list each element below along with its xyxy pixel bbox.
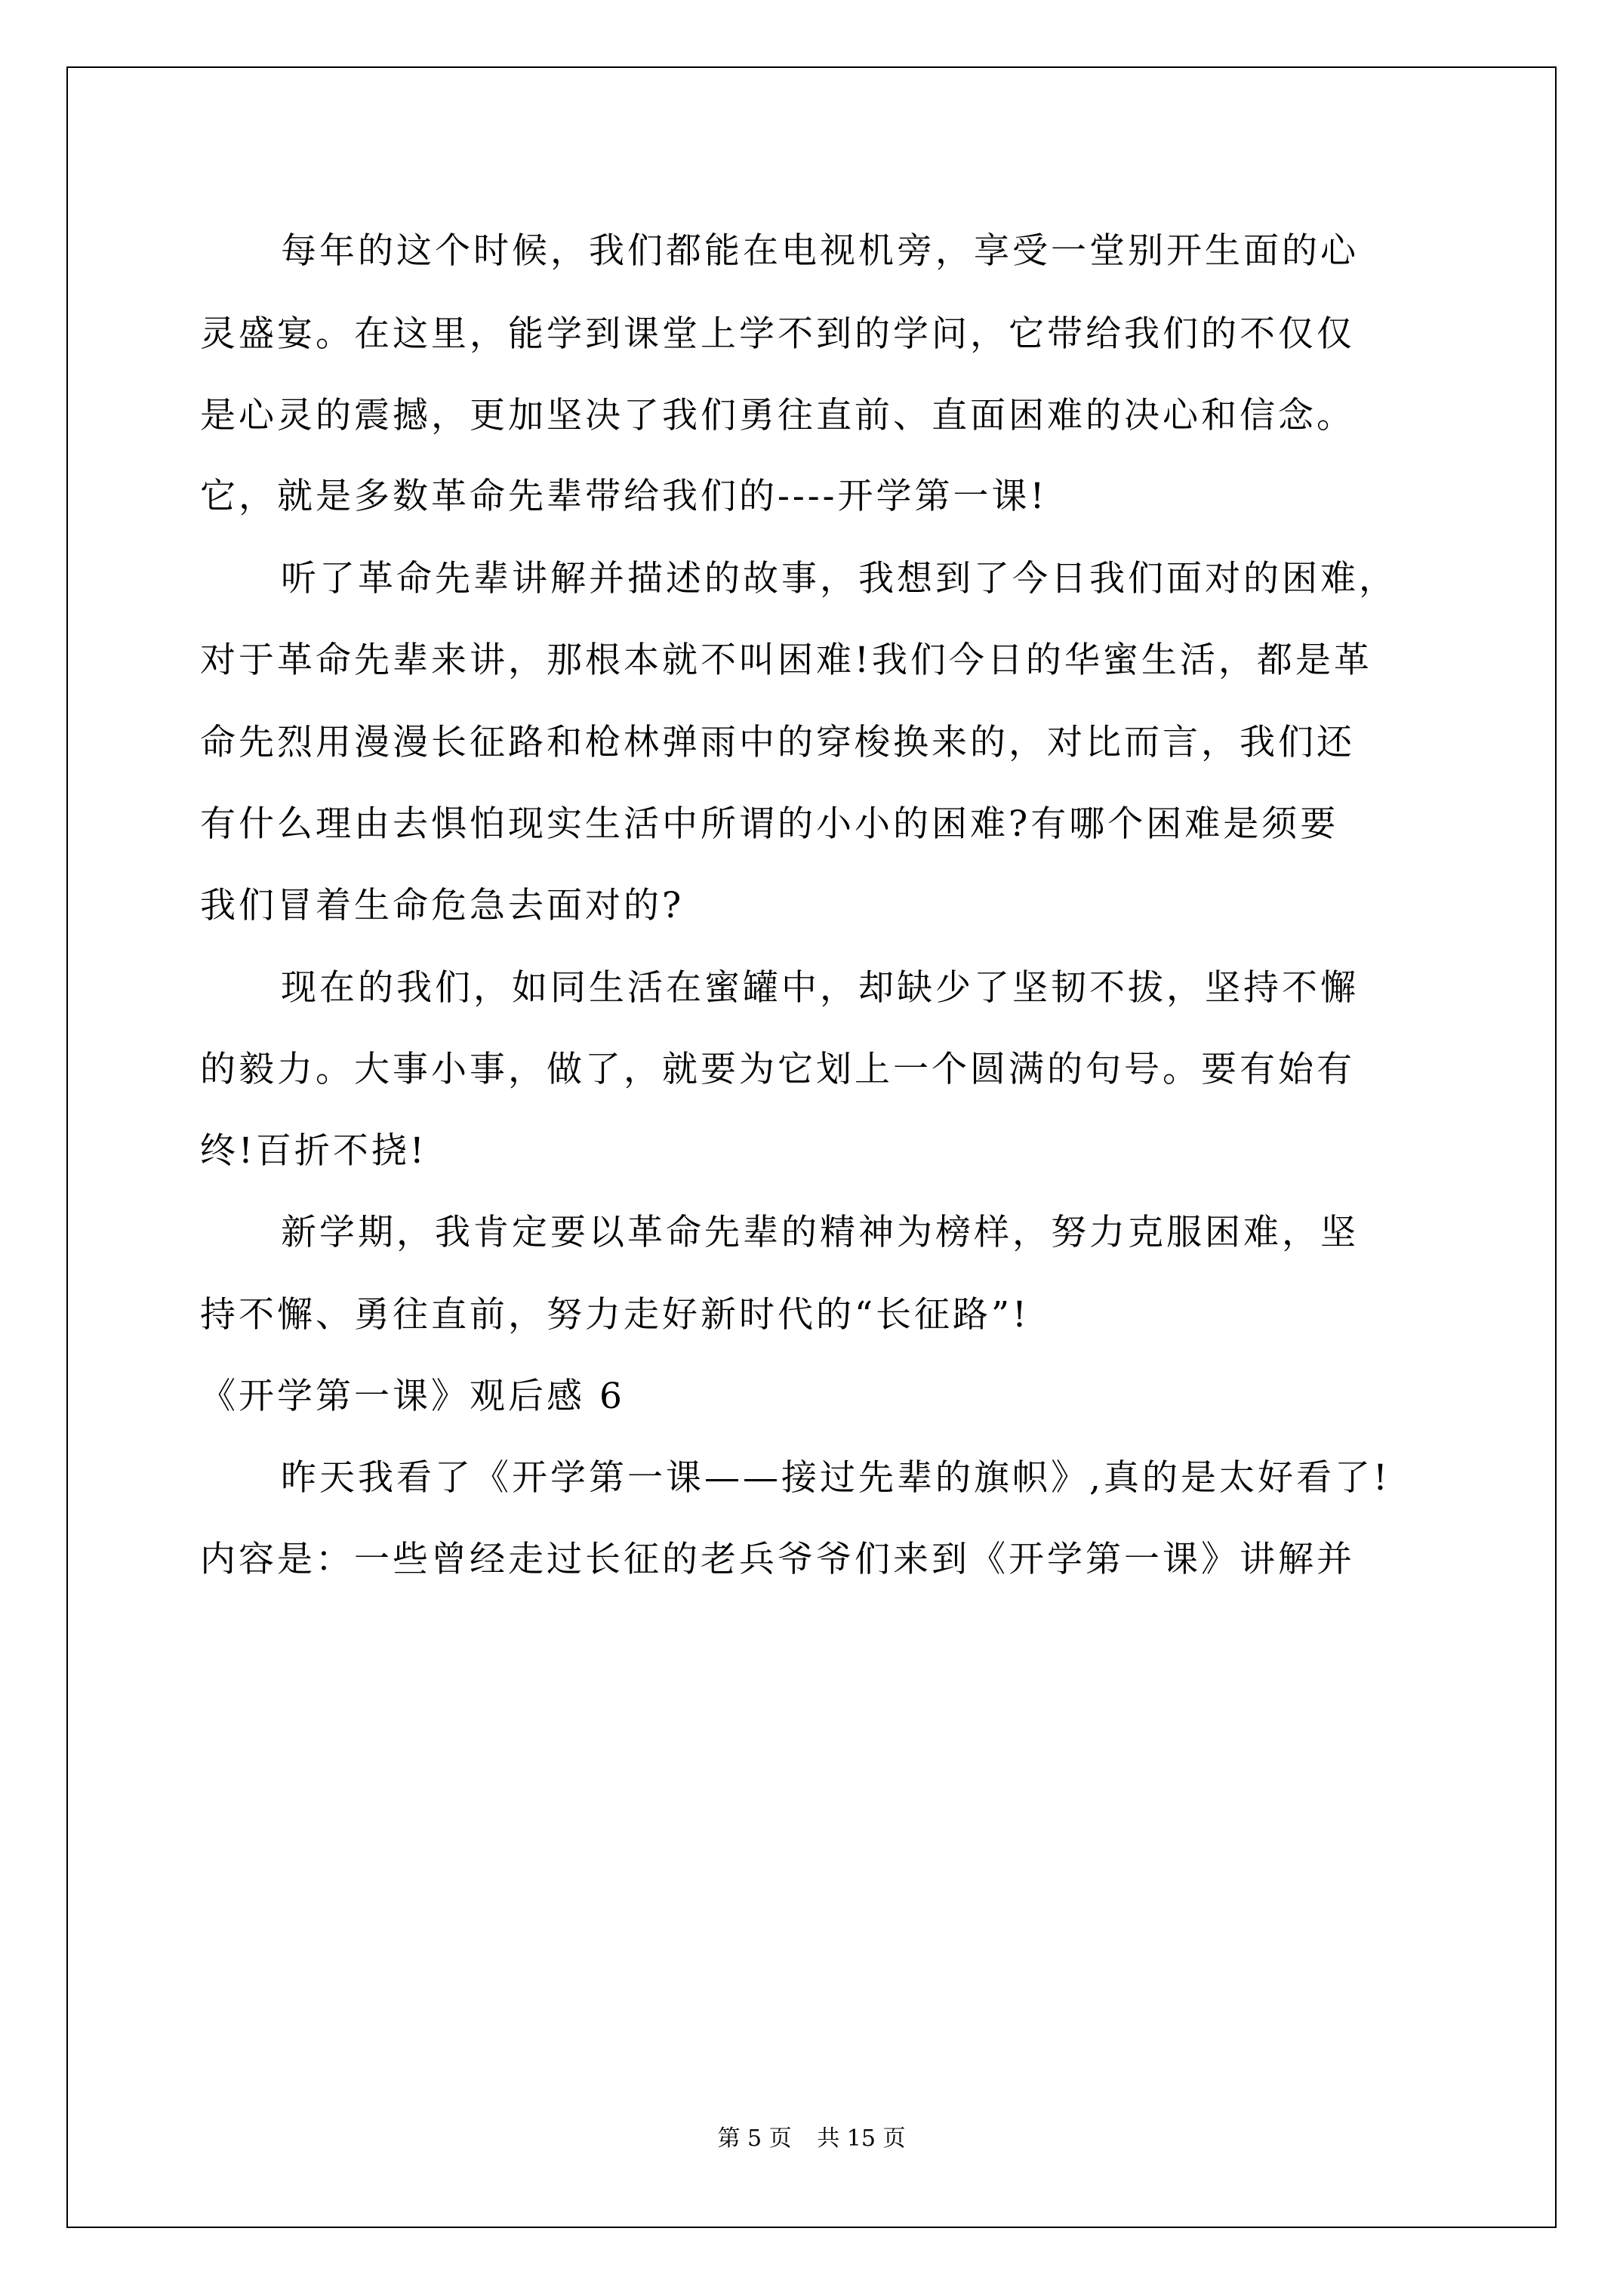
paragraph-5-line-2: 内容是：一些曾经走过长征的老兵爷爷们来到《开学第一课》讲解并 xyxy=(200,1539,1355,1580)
paragraph-2-line-1: 听了革命先辈讲解并描述的故事，我想到了今日我们面对的困难， xyxy=(281,558,1397,599)
paragraph-1-line-3: 是心灵的震撼，更加坚决了我们勇往直前、直面困难的决心和信念。 xyxy=(200,395,1355,436)
paragraph-2-line-2: 对于革命先辈来讲，那根本就不叫困难!我们今日的华蜜生活，都是革 xyxy=(200,639,1372,681)
paragraph-2-line-4: 有什么理由去惧怕现实生活中所谓的小小的困难?有哪个困难是须要 xyxy=(200,803,1339,845)
paragraph-5-line-1: 昨天我看了《开学第一课——接过先辈的旗帜》,真的是太好看了! xyxy=(281,1457,1390,1499)
paragraph-1-line-4: 它，就是多数革命先辈带给我们的----开学第一课! xyxy=(200,476,1048,517)
paragraph-4-line-2: 持不懈、勇往直前，努力走好新时代的“长征路”! xyxy=(200,1294,1030,1336)
page-footer xyxy=(0,2124,1623,2154)
paragraph-3-line-3: 终!百折不挠! xyxy=(200,1130,427,1172)
page-total: 共 15 页 xyxy=(817,2125,906,2152)
paragraph-1-line-1: 每年的这个时候，我们都能在电视机旁，享受一堂别开生面的心 xyxy=(281,230,1359,272)
page-number: 第 5 页 xyxy=(717,2125,792,2152)
paragraph-3-line-2: 的毅力。大事小事，做了，就要为它划上一个圆满的句号。要有始有 xyxy=(200,1049,1355,1090)
paragraph-2-line-3: 命先烈用漫漫长征路和枪林弹雨中的穿梭换来的，对比而言，我们还 xyxy=(200,722,1355,763)
section-heading: 《开学第一课》观后感 6 xyxy=(200,1376,625,1417)
paragraph-4-line-1: 新学期，我肯定要以革命先辈的精神为榜样，努力克服困难，坚 xyxy=(281,1212,1359,1253)
paragraph-1-line-2: 灵盛宴。在这里，能学到课堂上学不到的学问，它带给我们的不仅仅 xyxy=(200,313,1355,355)
paragraph-2-line-5: 我们冒着生命危急去面对的? xyxy=(200,885,685,926)
paragraph-3-line-1: 现在的我们，如同生活在蜜罐中，却缺少了坚韧不拔，坚持不懈 xyxy=(281,967,1359,1009)
